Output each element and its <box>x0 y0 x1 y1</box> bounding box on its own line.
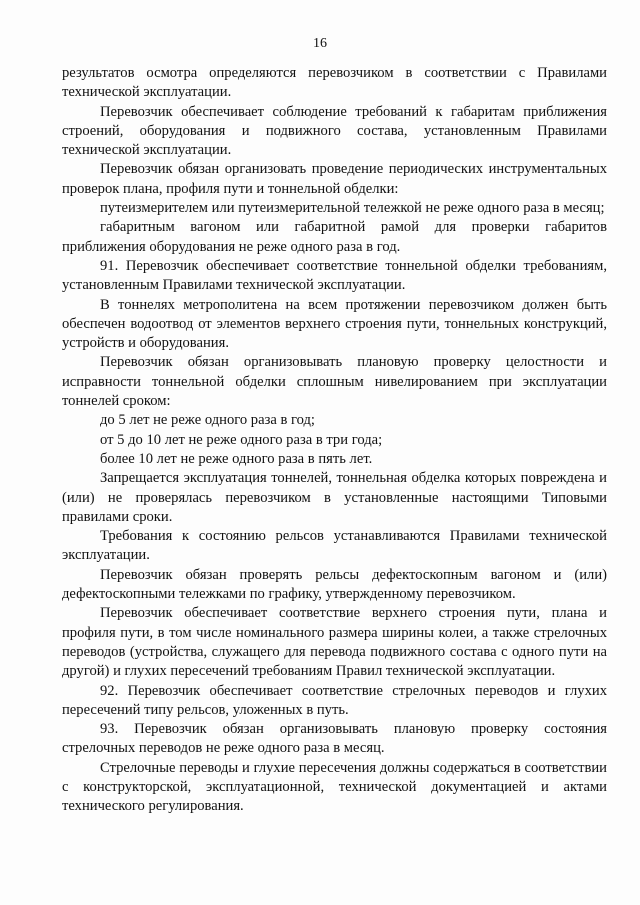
document-body <box>62 64 607 817</box>
paragraph: Перевозчик обеспечивает соблюдение требований к габаритам приближения строений, оборудования и подвижного состава, установленным Правилами технической эксплуатации. <box>62 103 607 159</box>
paragraph: Запрещается эксплуатация тоннелей, тоннельная обделка которых повреждена и (или) не проверялась перевозчиком в установленные настоящими Типовыми правилами сроки. <box>62 470 607 525</box>
paragraph: Перевозчик обязан организовать проведение периодических инструментальных проверок плана, профиля пути и тоннельной обделки: <box>62 161 607 197</box>
paragraph: 91. Перевозчик обеспечивает соответствие тоннельной обделки требованиям, установленным Правилами технической эксплуатации. <box>62 257 607 294</box>
paragraph: 92. Перевозчик обеспечивает соответствие стрелочных переводов и глухих пересечений типу рельсов, уложенных в путь. <box>62 682 607 718</box>
paragraph: Требования к состоянию рельсов устанавливаются Правилами технической эксплуатации. <box>62 528 607 564</box>
paragraph: результатов осмотра определяются перевозчиком в соответствии с Правилами технической эксплуатации. <box>62 65 607 101</box>
list-item: от 5 до 10 лет не реже одного раза в три года; <box>100 431 383 448</box>
page-number: 16 <box>313 36 327 51</box>
paragraph: Перевозчик обязан организовывать плановую проверку целостности и исправности тоннельной обделки сплошным нивелированием при эксплуатации тоннелей сроком: <box>62 354 607 410</box>
paragraph: В тоннелях метрополитена на всем протяжении перевозчиком должен быть обеспечен водоотвод от элементов верхнего строения пути, тоннельных конструкций, устройств и оборудования. <box>62 296 607 352</box>
list-item: более 10 лет не реже одного раза в пять лет. <box>100 450 373 467</box>
paragraph: 93. Перевозчик обязан организовывать плановую проверку состояния стрелочных переводов не реже одного раза в месяц. <box>62 721 607 757</box>
list-item: путеизмерителем или путеизмерительной тележкой не реже одного раза в месяц; <box>100 200 605 217</box>
list-item: габаритным вагоном или габаритной рамой для проверки габаритов приближения оборудования не реже одного раза в год. <box>62 219 607 255</box>
list-item: до 5 лет не реже одного раза в год; <box>100 412 315 429</box>
paragraph: Перевозчик обязан проверять рельсы дефектоскопным вагоном и (или) дефектоскопными тележками по графику, утвержденному перевозчиком. <box>62 566 607 603</box>
paragraph: Перевозчик обеспечивает соответствие верхнего строения пути, плана и профиля пути, в том числе номинального размера ширины колеи, а также стрелочных переводов (устройства, служащего для перевода подвижного состава с одного пути на другой) и глухих пересечений требованиям Правил технической эксплуатации. <box>62 605 607 680</box>
paragraph: Стрелочные переводы и глухие пересечения должны содержаться в соответствии с конструкторской, эксплуатационной, технической документацией и актами технического регулирования. <box>62 759 607 815</box>
